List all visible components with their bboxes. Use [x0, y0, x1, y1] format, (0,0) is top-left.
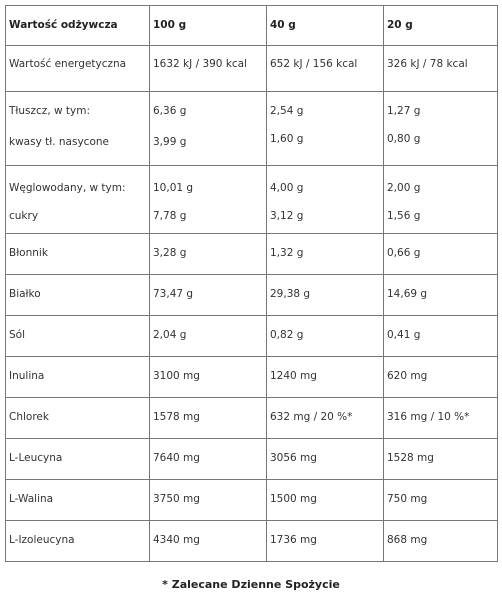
value-100g-cell — [150, 92, 267, 166]
value-100g: 73,47 g — [150, 275, 267, 316]
table-row — [6, 480, 498, 521]
value-40g-sub: 3,12 g — [270, 210, 304, 222]
row-sublabel: kwasy tł. nasycone — [9, 136, 109, 148]
value-40g-cell — [267, 92, 384, 166]
value-40g: 3056 mg — [267, 439, 384, 480]
row-label: Białko — [6, 275, 150, 316]
value-100g: 1632 kJ / 390 kcal — [150, 46, 267, 92]
footnote: * Zalecane Dzienne Spożycie — [162, 578, 340, 591]
table-row — [6, 46, 498, 92]
value-20g: 0,66 g — [384, 234, 498, 275]
value-20g: 620 mg — [384, 357, 498, 398]
value-20g: 0,41 g — [384, 316, 498, 357]
row-label: L-Leucyna — [6, 439, 150, 480]
value-20g: 316 mg / 10 %* — [384, 398, 498, 439]
row-label: Błonnik — [6, 234, 150, 275]
value-20g: 2,00 g — [387, 182, 421, 194]
header-100g: 100 g — [150, 6, 267, 46]
row-label: Wartość energetyczna — [6, 46, 150, 92]
row-label: Chlorek — [6, 398, 150, 439]
value-20g: 14,69 g — [384, 275, 498, 316]
table-row — [6, 275, 498, 316]
table-row — [6, 316, 498, 357]
row-label: Węglowodany, w tym: — [9, 182, 126, 194]
value-100g: 10,01 g — [153, 182, 194, 194]
value-20g: 868 mg — [384, 521, 498, 562]
header-20g: 20 g — [384, 6, 498, 46]
value-100g: 2,04 g — [150, 316, 267, 357]
value-40g: 29,38 g — [267, 275, 384, 316]
value-100g-sub: 3,99 g — [153, 136, 187, 148]
row-label: Inulina — [6, 357, 150, 398]
table-row — [6, 166, 498, 234]
table-row — [6, 357, 498, 398]
value-100g: 3750 mg — [150, 480, 267, 521]
value-20g-sub: 0,80 g — [387, 133, 421, 145]
table-row — [6, 521, 498, 562]
table-row — [6, 234, 498, 275]
header-40g: 40 g — [267, 6, 384, 46]
nutrition-table — [5, 5, 498, 562]
table-row — [6, 92, 498, 166]
row-label-cell — [6, 166, 150, 234]
value-40g: 1,32 g — [267, 234, 384, 275]
value-20g-cell — [384, 92, 498, 166]
value-20g: 1528 mg — [384, 439, 498, 480]
value-20g-cell — [384, 166, 498, 234]
row-sublabel: cukry — [9, 210, 39, 222]
value-40g-sub: 1,60 g — [270, 133, 304, 145]
value-100g: 3100 mg — [150, 357, 267, 398]
row-label: Tłuszcz, w tym: — [9, 105, 91, 117]
table-row — [6, 398, 498, 439]
value-40g: 2,54 g — [270, 105, 304, 117]
value-20g: 1,27 g — [387, 105, 421, 117]
value-100g: 3,28 g — [150, 234, 267, 275]
value-20g: 326 kJ / 78 kcal — [384, 46, 498, 92]
value-100g: 7640 mg — [150, 439, 267, 480]
value-40g: 1736 mg — [267, 521, 384, 562]
value-40g-cell — [267, 166, 384, 234]
value-40g: 652 kJ / 156 kcal — [267, 46, 384, 92]
value-40g: 632 mg / 20 %* — [267, 398, 384, 439]
value-100g-cell — [150, 166, 267, 234]
table-row — [6, 439, 498, 480]
header-nutrient: Wartość odżywcza — [6, 6, 150, 46]
row-label: Sól — [6, 316, 150, 357]
value-40g: 1500 mg — [267, 480, 384, 521]
value-20g: 750 mg — [384, 480, 498, 521]
value-40g: 4,00 g — [270, 182, 304, 194]
row-label: L-Walina — [6, 480, 150, 521]
row-label: L-Izoleucyna — [6, 521, 150, 562]
value-100g: 6,36 g — [153, 105, 187, 117]
row-label-cell — [6, 92, 150, 166]
value-100g-sub: 7,78 g — [153, 210, 187, 222]
value-100g: 1578 mg — [150, 398, 267, 439]
value-40g: 1240 mg — [267, 357, 384, 398]
value-100g: 4340 mg — [150, 521, 267, 562]
value-20g-sub: 1,56 g — [387, 210, 421, 222]
value-40g: 0,82 g — [267, 316, 384, 357]
table-header-row — [6, 6, 498, 46]
